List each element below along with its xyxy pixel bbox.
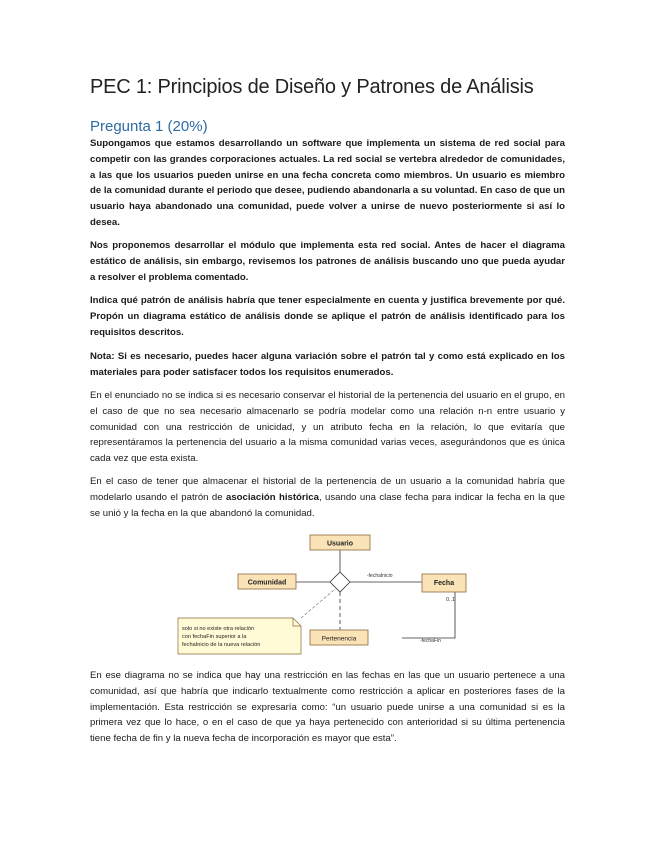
pattern-name: asociación histórica <box>225 491 319 503</box>
statement-paragraph-2: Nos proponemos desarrollar el módulo que implementa esta red social. Antes de hacer el diagrama estático de análisis, sin embargo, revisemos los patrones de análisis buscando uno que pueda ayudar a resolver el problema comentado. <box>90 240 565 283</box>
statement-note: Nota: Si es necesario, puedes hacer alguna variación sobre el patrón tal y como está explicado en los materiales para poder satisfacer todos los requisitos enumerados. <box>90 351 565 378</box>
document-title: PEC 1: Principios de Diseño y Patrones de Análisis <box>90 76 534 98</box>
role-fecha-inicio: -fechaInicio <box>367 573 393 579</box>
class-comunidad-label: Comunidad <box>247 579 287 587</box>
association-diamond <box>330 572 350 592</box>
multiplicity-label: 0..1 <box>446 597 456 603</box>
uml-diagram <box>170 530 470 660</box>
statement-paragraph-3: Indica qué patrón de análisis habría que tener especialmente en cuenta y justifica brevemente por qué. Propón un diagrama estático de análisis donde se aplique el patrón de análisis identificado para los requisitos descritos. <box>90 295 565 338</box>
class-pertenencia-label: Pertenencia <box>321 635 357 643</box>
class-usuario-label: Usuario <box>326 540 354 548</box>
answer-paragraph-1: En el enunciado no se indica si es necesario conservar el historial de la pertenencia del usuario en el grupo, en el caso de que no sea necesario almacenarlo se podría modelar como una relación n-n entre usuario y comunidad con una restricción de unicidad, y un atributo fecha en la relación, lo que evitaría que representáramos la pertenencia del usuario a la misma comunidad varias veces, asegurándonos que es única cada vez que esta exista. <box>90 390 565 465</box>
role-fecha-fin: -fechaFin <box>420 638 441 644</box>
note-line-1: solo si no existe otra relación <box>182 626 255 632</box>
answer-paragraph-2-text-b: , usando una clase fecha para indicar la fecha en la que se unió y la fecha en la que abandonó la comunidad. <box>90 491 565 519</box>
class-fecha-label: Fecha <box>433 580 455 587</box>
question-heading: Pregunta 1 (20%) <box>90 118 208 135</box>
answer-paragraph-2-text-a: En el caso de tener que almacenar el historial de la pertenencia de un usuario a la comunidad habría que modelarlo usando el patrón de <box>90 476 565 503</box>
note-anchor-line <box>301 590 334 618</box>
answer-paragraph-3: En ese diagrama no se indica que hay una restricción en las fechas en las que un usuario pertenece a una comunidad, así que habría que indicarlo textualmente como restricción a aplicar en posteriores fases de la implementación. Esta restricción se expresaría como: “un usuario puede unirse a una comunidad si es la primera vez que lo hace, o en el caso de que ya haya pertenecido con anterioridad si su última pertenencia tiene fecha de fin y la nueva fecha de incorporación es mayor que esta”. <box>90 670 565 745</box>
answer-paragraph-2 <box>90 474 565 521</box>
statement-paragraph-1: Supongamos que estamos desarrollando un software que implementa un sistema de red social para competir con las grandes corporaciones actuales. La red social se vertebra alrededor de comunidades, a las que los usuarios pueden unirse en una fecha concreta como miembros. Un usuario es miembro de la comunidad durante el periodo que desee, pudiendo abandonarla a su voluntad. En caso de que un usuario haya abandonado una comunidad, puede volver a unirse de nuevo posteriormente si así lo desea. <box>90 138 565 228</box>
note-line-2: con fechaFin superior a la <box>182 634 247 640</box>
note-line-3: fechaInicio de la nueva relación <box>182 642 261 648</box>
